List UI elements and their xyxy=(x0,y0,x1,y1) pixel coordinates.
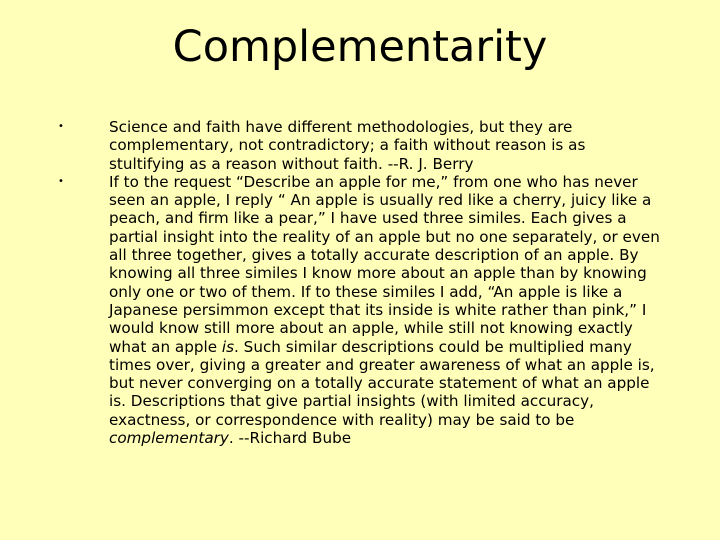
bullet-text xyxy=(109,173,660,447)
slide-title: Complementarity xyxy=(172,22,548,72)
bullet-text-segment: If to the request “Describe an apple for me,” from one who has never seen an apple, I reply “ An apple is usually red like a cherry, juicy like a peach, and firm like a pear,” I have used three similes. Each gives a partial insight into the reality of an apple but no one separately, or even all three together, gives a totally accurate description of an apple. By knowing all three similes I know more about an apple than by knowing only one or two of them. If to these similes I add, “An apple is like a Japanese persimmon except that its inside is white rather than pink,” I would know still more about an apple, while still not knowing exactly what an apple xyxy=(109,172,660,356)
bullet-item xyxy=(58,173,662,447)
bullet-list xyxy=(58,118,662,447)
bullet-text xyxy=(109,118,585,173)
bullet-item xyxy=(58,118,662,173)
bullet-icon: • xyxy=(58,175,64,187)
bullet-text-segment: Science and faith have different methodologies, but they are complementary, not contradictory; a faith without reason is as stultifying as a reason without faith. --R. J. Berry xyxy=(109,118,586,173)
bullet-icon: • xyxy=(58,121,64,132)
bullet-text-segment: . Such similar descriptions could be multiplied many times over, giving a greater and greater awareness of what an apple is, but never converging on a totally accurate statement of what an apple is. Descriptions that give partial insights (with limited accuracy, exactness, or correspondence with reality) may be said to be xyxy=(109,337,655,429)
bullet-text-emphasis: is xyxy=(221,337,235,356)
bullet-text-emphasis: complementary xyxy=(109,429,229,448)
bullet-text-segment: . --Richard Bube xyxy=(228,429,352,448)
